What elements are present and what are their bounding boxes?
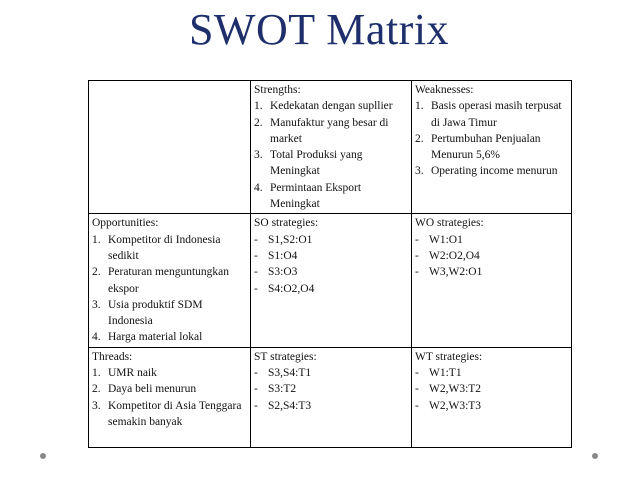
strengths-cell: [251, 81, 412, 214]
list-item: - S3:T2: [254, 383, 297, 396]
threats-header: Threads:: [92, 350, 133, 363]
list-item: 1. Kompetitor di Indonesia sedikit: [92, 233, 221, 262]
list-item: 1. Kedekatan dengan supllier: [254, 100, 393, 113]
list-item: - S3:O3: [254, 266, 298, 279]
st-strategies-cell: [251, 347, 412, 447]
table-row: [89, 347, 572, 447]
opportunities-cell: [89, 214, 251, 347]
list-item: 1. UMR naik: [92, 367, 157, 380]
wt-strategies-header: WT strategies:: [415, 350, 483, 363]
wo-strategies-header: WO strategies:: [415, 217, 484, 230]
table-row: [89, 81, 572, 214]
list-item: 2. Peraturan menguntungkan ekspor: [92, 266, 230, 295]
threats-cell: [89, 347, 251, 447]
list-item: 4. Harga material lokal: [92, 331, 203, 344]
list-item: - W1:T1: [415, 367, 462, 380]
list-item: - W3,W2:O1: [415, 266, 483, 279]
list-item: - S3,S4:T1: [254, 367, 312, 380]
list-item: - W1:O1: [415, 233, 463, 246]
list-item: - S4:O2,O4: [254, 282, 315, 295]
slide-bullet-left-icon: [40, 453, 46, 459]
list-item: 3. Kompetitor di Asia Tenggara semakin banyak: [92, 399, 242, 428]
slide-bullet-right-icon: [592, 453, 598, 459]
weaknesses-cell: [412, 81, 572, 214]
opportunities-header: Opportunities:: [92, 217, 159, 230]
list-item: - W2:O2,O4: [415, 249, 480, 262]
list-item: - S2,S4:T3: [254, 399, 312, 412]
list-item: - W2,W3:T3: [415, 399, 482, 412]
strengths-header: Strengths:: [254, 84, 301, 96]
table-row: [89, 214, 572, 347]
page-title: SWOT Matrix: [188, 5, 450, 54]
list-item: 2. Daya beli menurun: [92, 383, 197, 396]
list-item: 4. Permintaan Eksport Meningkat: [254, 181, 362, 211]
list-item: 3. Usia produktif SDM Indonesia: [92, 298, 203, 328]
swot-table: [88, 80, 572, 448]
list-item: 1. Basis operasi masih terpusat di Jawa Timur: [415, 100, 562, 129]
list-item: 2. Manufaktur yang besar di market: [254, 116, 389, 145]
wt-strategies-cell: [412, 347, 572, 447]
list-item: - S1:O4: [254, 249, 298, 262]
list-item: 3. Total Produksi yang Meningkat: [254, 149, 363, 178]
so-strategies-header: SO strategies:: [254, 217, 319, 230]
weaknesses-header: Weaknesses:: [415, 84, 474, 96]
st-strategies-header: ST strategies:: [254, 350, 317, 363]
empty-corner-cell: [89, 81, 251, 214]
so-strategies-cell: [251, 214, 412, 347]
list-item: - W2,W3:T2: [415, 383, 482, 396]
list-item: - S1,S2:O1: [254, 233, 313, 246]
list-item: 3. Operating income menurun: [415, 165, 558, 178]
list-item: 2. Pertumbuhan Penjualan Menurun 5,6%: [415, 132, 541, 162]
wo-strategies-cell: [412, 214, 572, 347]
